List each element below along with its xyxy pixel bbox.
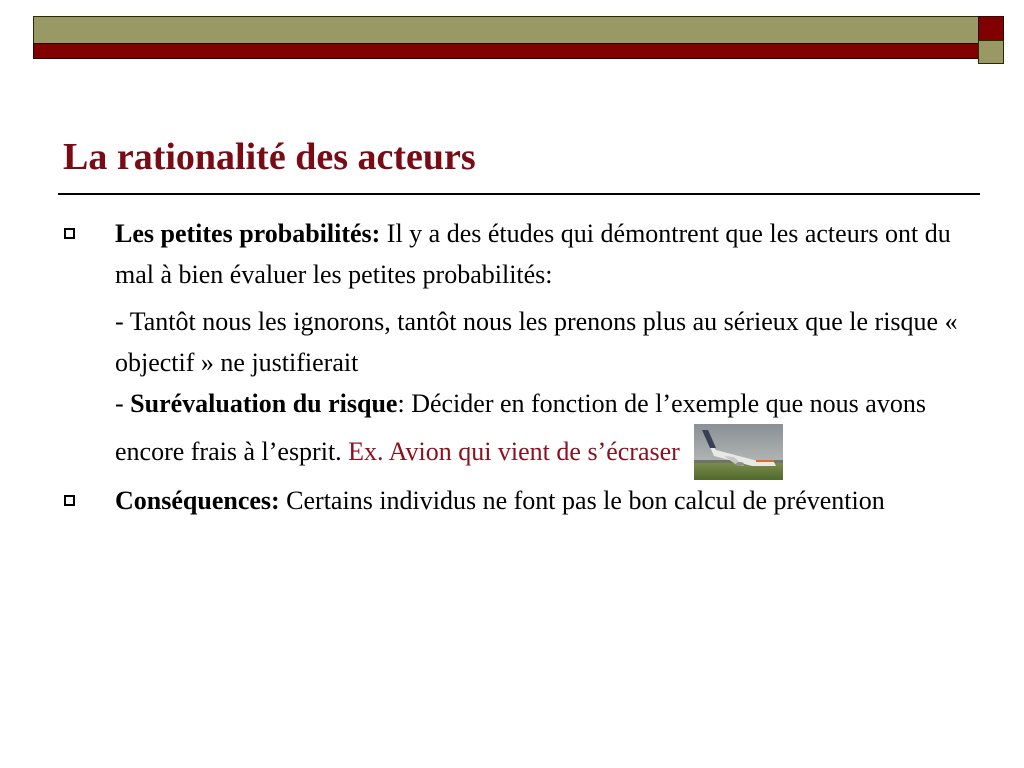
bullet-petites-probabilites [60, 213, 970, 295]
sub-paragraph-ignorance: - Tantôt nous les ignorons, tantôt nous les prenons plus au sérieux que le risque « objectif » ne justifierait [115, 307, 958, 377]
header-decoration [0, 0, 1024, 70]
slide-content [60, 213, 970, 521]
red-square [978, 16, 1004, 41]
surevaluation-text: : Décider en fonction de l’exemple que nous avons encore frais à l’esprit. [115, 389, 926, 466]
sub-paragraph-surevaluation [60, 383, 970, 480]
dash-prefix: - [115, 389, 131, 418]
crashed-airplane-photo-icon [694, 424, 783, 480]
square-bullet-icon [64, 495, 75, 506]
olive-bar [33, 16, 979, 44]
olive-square [978, 40, 1004, 64]
surevaluation-heading: Surévaluation du risque [130, 389, 398, 418]
bullet-text: Certains individus ne font pas le bon calcul de prévention [279, 486, 885, 515]
title-divider [58, 193, 980, 195]
bullet-text: Il y a des études qui démontrent que les acteurs ont du mal à bien évaluer les petites probabilités: [115, 219, 951, 289]
red-bar [33, 43, 979, 59]
bullet-consequences [60, 480, 970, 521]
example-text: Ex. Avion qui vient de s’écraser [348, 437, 680, 466]
square-bullet-icon [64, 228, 75, 239]
bullet-heading: Conséquences: [115, 486, 280, 515]
slide-title: La rationalité des acteurs [63, 136, 476, 178]
bullet-heading: Les petites probabilités: [115, 219, 381, 248]
